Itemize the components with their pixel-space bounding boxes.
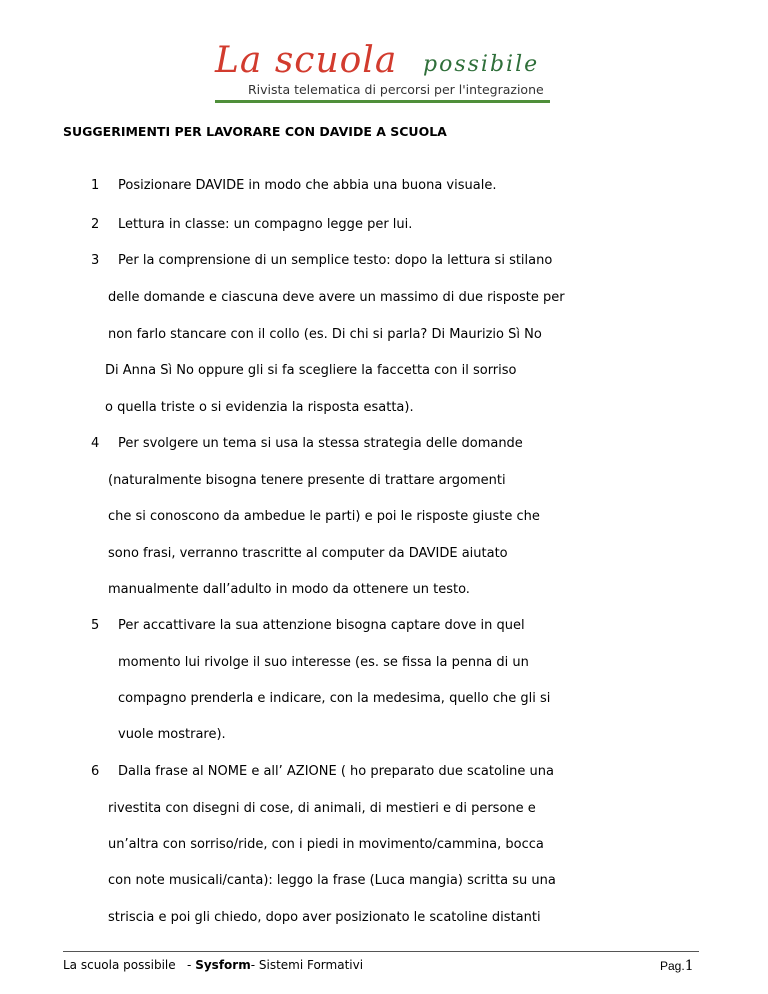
footer-publication: La scuola possibile -	[63, 958, 196, 972]
item-text-line: con note musicali/canta): leggo la frase (Luca mangia) scritta su una	[108, 873, 556, 888]
item-text-line: Di Anna Sì No oppure gli si fa scegliere la faccetta con il sorriso	[105, 363, 517, 378]
item-text-line: non farlo stancare con il collo (es. Di chi si parla? Di Maurizio Sì No	[108, 327, 542, 342]
logo-title-secondary: possibile	[423, 52, 540, 77]
logo-underline	[215, 100, 550, 103]
item-number: 4	[91, 436, 100, 451]
document-heading: SUGGERIMENTI PER LAVORARE CON DAVIDE A SCUOLA	[63, 124, 447, 139]
item-text-line: vuole mostrare).	[118, 727, 226, 742]
page-number	[660, 958, 694, 974]
item-text-line: o quella triste o si evidenzia la risposta esatta).	[105, 400, 414, 415]
logo-title: La scuola	[215, 40, 398, 81]
page-label: Pag.	[660, 959, 685, 973]
item-text-line: momento lui rivolge il suo interesse (es. se fissa la penna di un	[118, 655, 529, 670]
magazine-logo	[215, 40, 550, 108]
item-number: 1	[91, 178, 100, 193]
item-text-line: Per accattivare la sua attenzione bisogna captare dove in quel	[118, 618, 525, 633]
logo-subtitle: Rivista telematica di percorsi per l'integrazione	[248, 82, 544, 97]
footer-divider	[63, 951, 699, 952]
footer-brand: Sysform	[195, 958, 251, 972]
page-number-value: 1	[684, 958, 694, 974]
item-text-line: compagno prenderla e indicare, con la medesima, quello che gli si	[118, 691, 551, 706]
item-text-line: striscia e poi gli chiedo, dopo aver posizionato le scatoline distanti	[108, 910, 541, 925]
item-text-line: Per la comprensione di un semplice testo: dopo la lettura si stilano	[118, 253, 553, 268]
item-text-line: manualmente dall’adulto in modo da ottenere un testo.	[108, 582, 470, 597]
item-number: 6	[91, 764, 100, 779]
item-text-line: Posizionare DAVIDE in modo che abbia una buona visuale.	[118, 178, 497, 193]
item-number: 2	[91, 217, 100, 232]
item-text-line: rivestita con disegni di cose, di animali, di mestieri e di persone e	[108, 801, 536, 816]
item-text-line: Lettura in classe: un compagno legge per lui.	[118, 217, 413, 232]
item-text-line: un’altra con sorriso/ride, con i piedi in movimento/cammina, bocca	[108, 837, 544, 852]
item-text-line: delle domande e ciascuna deve avere un massimo di due risposte per	[108, 290, 565, 305]
item-text-line: (naturalmente bisogna tenere presente di trattare argomenti	[108, 473, 506, 488]
item-text-line: Per svolgere un tema si usa la stessa strategia delle domande	[118, 436, 523, 451]
item-text-line: Dalla frase al NOME e all’ AZIONE ( ho preparato due scatoline una	[118, 764, 554, 779]
footer-credit	[63, 958, 363, 972]
footer-brand-desc: - Sistemi Formativi	[250, 958, 364, 972]
item-text-line: che si conoscono da ambedue le parti) e poi le risposte giuste che	[108, 509, 540, 524]
item-number: 3	[91, 253, 100, 268]
item-number: 5	[91, 618, 100, 633]
item-text-line: sono frasi, verranno trascritte al computer da DAVIDE aiutato	[108, 546, 508, 561]
